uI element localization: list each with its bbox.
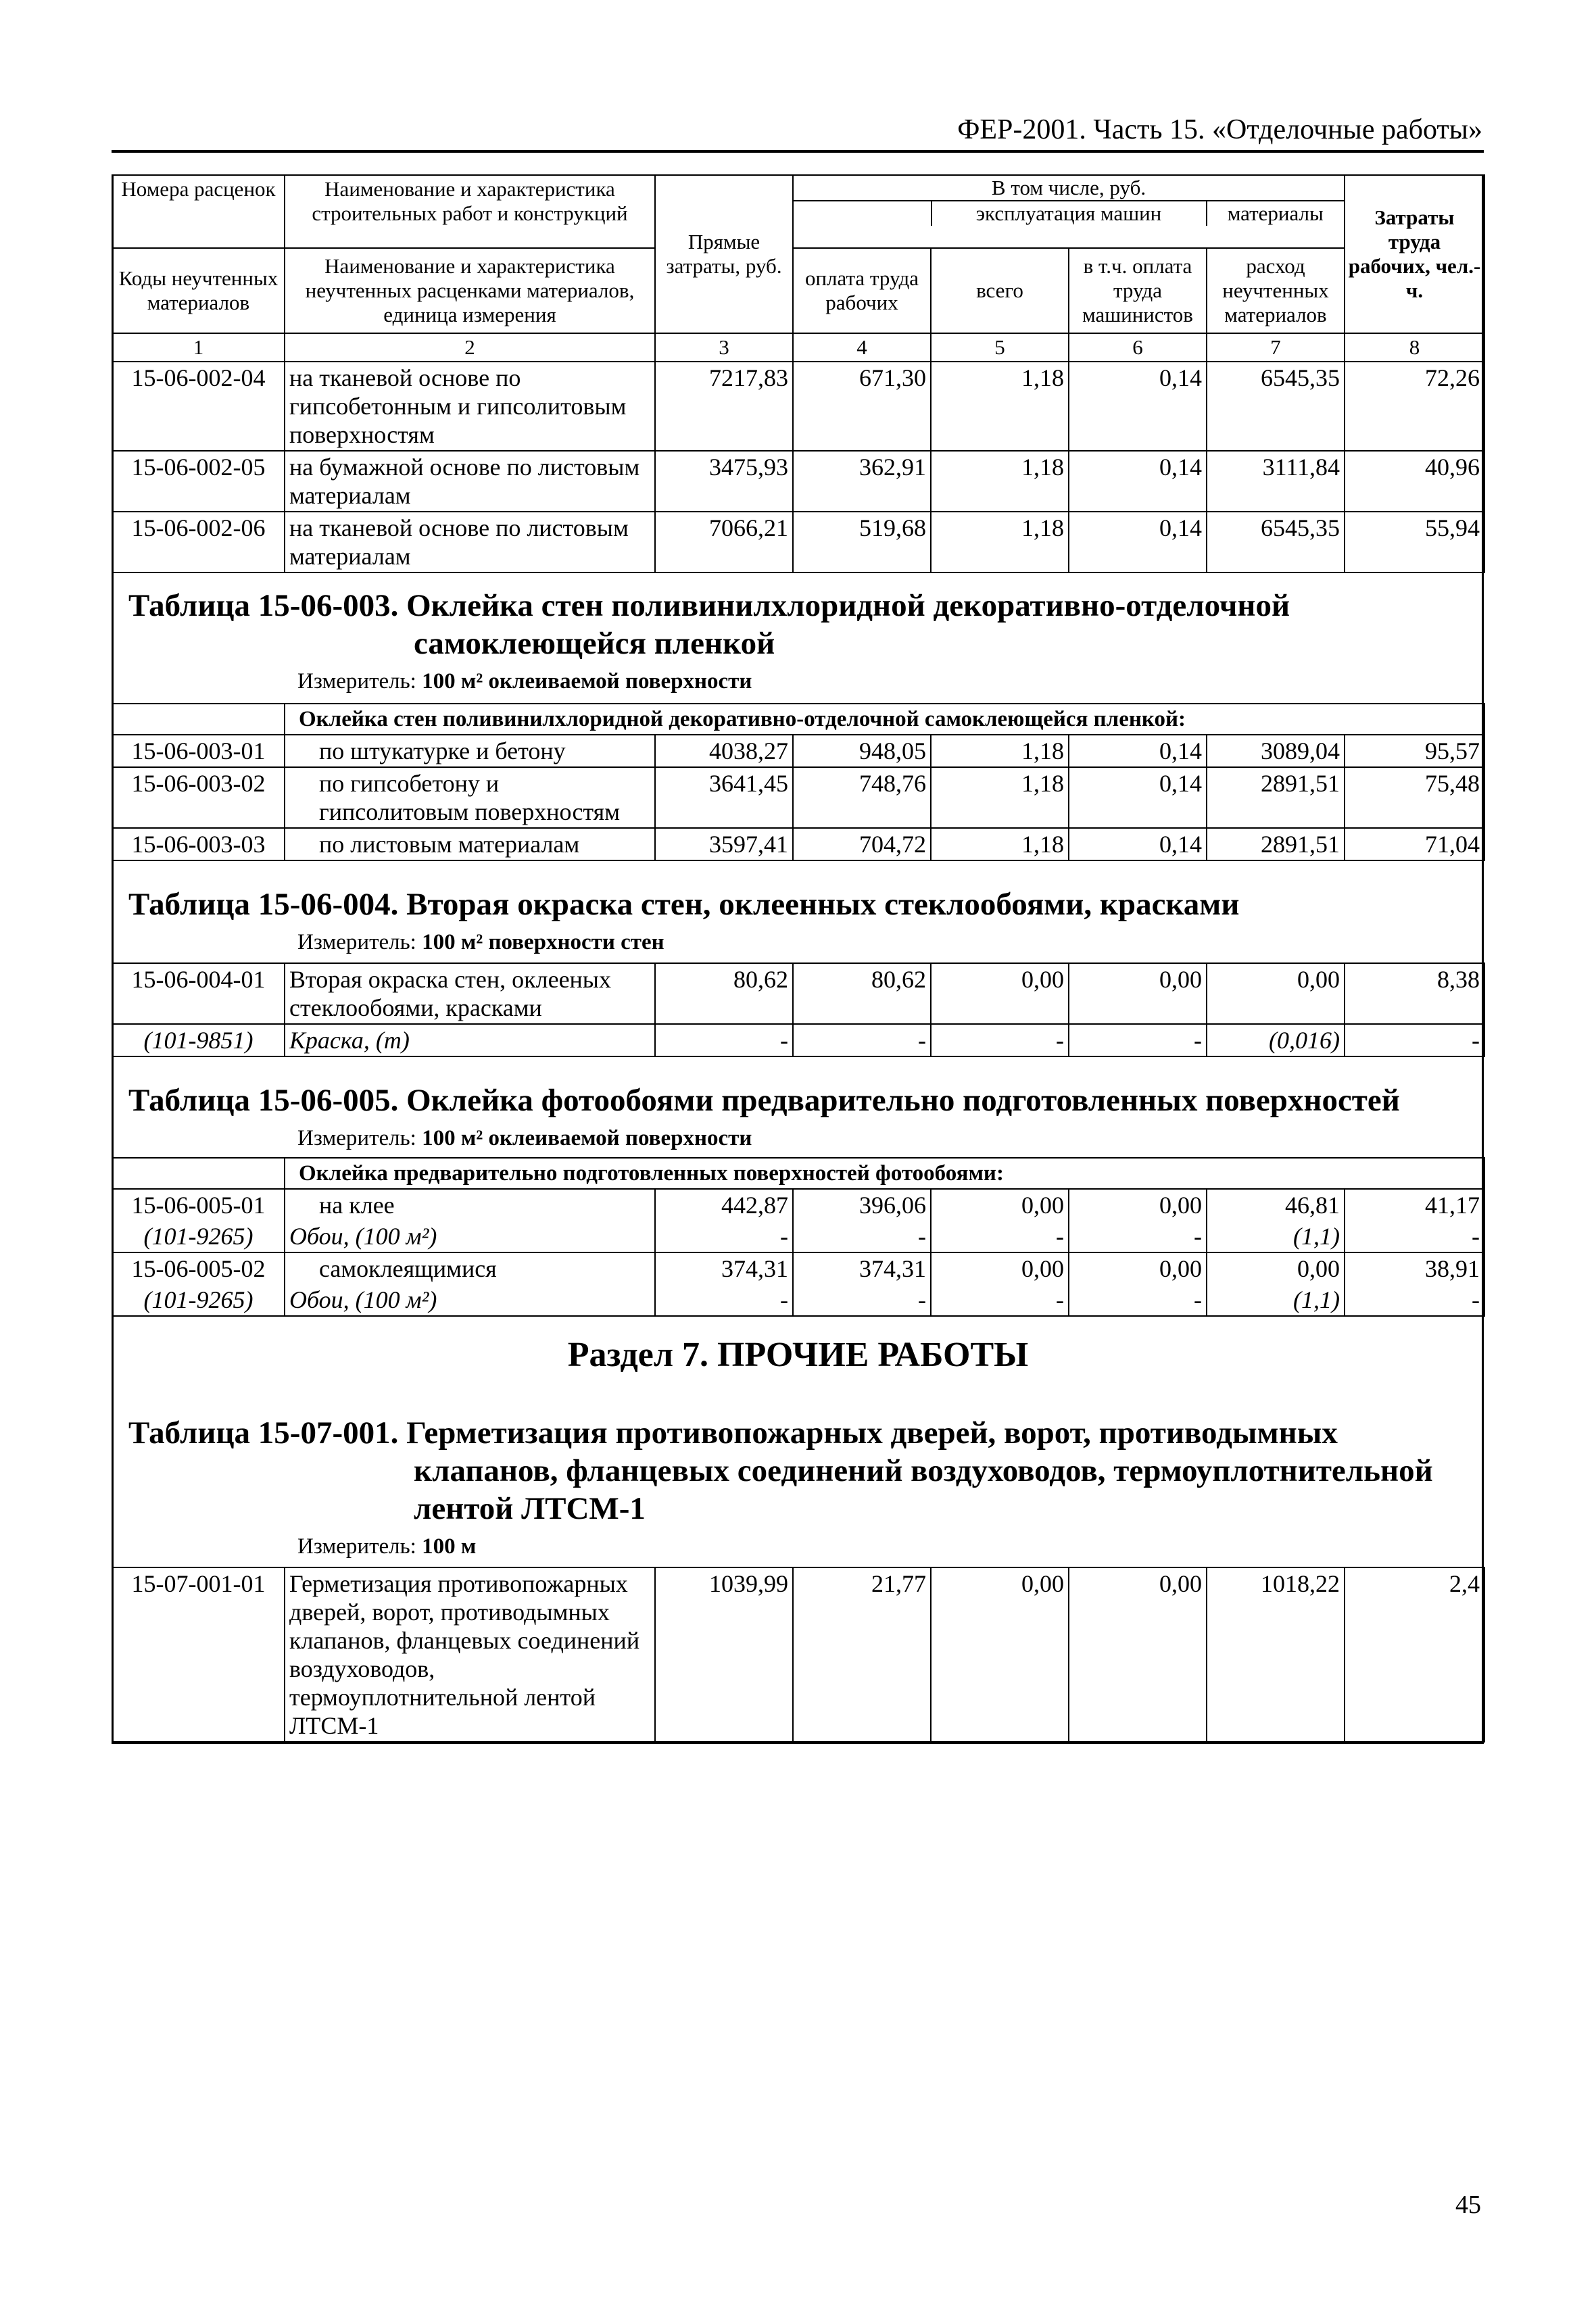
direct-cost: 4038,27 bbox=[655, 735, 793, 767]
materials: 2891,51 bbox=[1207, 828, 1345, 860]
dash-cell: - bbox=[931, 1221, 1069, 1252]
table-row bbox=[112, 1567, 1484, 1742]
direct-cost: 80,62 bbox=[655, 963, 793, 1024]
col-header-name bbox=[285, 175, 655, 248]
section-title: Раздел 7. ПРОЧИЕ РАБОТЫ bbox=[567, 1336, 1029, 1374]
table-003-title-2: самоклеющейся пленкой bbox=[414, 626, 775, 661]
table-005-subheader: Оклейка предварительно подготовленных поверхностей фотообоями: bbox=[285, 1158, 1484, 1189]
header-rule bbox=[112, 150, 1484, 153]
machine-labor: 0,00 bbox=[1069, 1252, 1207, 1284]
labor-pay: 362,91 bbox=[793, 451, 931, 512]
machine-labor: 0,14 bbox=[1069, 767, 1207, 828]
machine-total: 0,00 bbox=[931, 963, 1069, 1024]
rate-code: 15-06-003-03 bbox=[112, 828, 285, 860]
materials: 0,00 bbox=[1207, 1252, 1345, 1284]
table-004 bbox=[112, 962, 1485, 1057]
work-name: на тканевой основе по листовым материалам bbox=[285, 512, 655, 572]
col-num-3: 3 bbox=[655, 333, 793, 362]
labor-hours: 38,91 bbox=[1345, 1252, 1484, 1284]
table-005-measure bbox=[297, 1126, 752, 1151]
rate-code: 15-06-003-01 bbox=[112, 735, 285, 767]
rate-code: 15-06-002-04 bbox=[112, 362, 285, 451]
work-name: по штукатурке и бетону bbox=[285, 735, 655, 767]
labor-pay: 671,30 bbox=[793, 362, 931, 451]
col-num-7: 7 bbox=[1207, 333, 1345, 362]
dash-cell: - bbox=[793, 1284, 931, 1316]
mat-label: материалы bbox=[1227, 201, 1324, 225]
machine-total: 1,18 bbox=[931, 828, 1069, 860]
col-num-2: 2 bbox=[285, 333, 655, 362]
work-name: по листовым материалам bbox=[285, 828, 655, 860]
materials: 6545,35 bbox=[1207, 362, 1345, 451]
material-amount: (0,016) bbox=[1207, 1024, 1345, 1056]
col1-top: Номера расценок bbox=[121, 177, 276, 201]
table-003-title-1: Таблица 15-06-003. Оклейка стен поливинилхлоридной декоративно-отделочной bbox=[128, 588, 1290, 623]
labor-hours: 95,57 bbox=[1345, 735, 1484, 767]
work-name: самоклеящимися bbox=[285, 1252, 655, 1284]
labor-pay: 704,72 bbox=[793, 828, 931, 860]
page-number: 45 bbox=[1455, 2191, 1481, 2219]
col7-header: расход неучтенных материалов bbox=[1207, 248, 1345, 333]
col-num-8: 8 bbox=[1345, 333, 1484, 362]
materials: 3111,84 bbox=[1207, 451, 1345, 512]
work-name: по гипсобетону и гипсолитовым поверхностям bbox=[285, 767, 655, 828]
direct-cost: 3475,93 bbox=[655, 451, 793, 512]
dash-cell: - bbox=[1069, 1284, 1207, 1316]
direct-cost: 1039,99 bbox=[655, 1567, 793, 1742]
col4-header: оплата труда рабочих bbox=[793, 248, 931, 333]
work-name: Герметизация противопожарных дверей, ворот, противодымных клапанов, фланцевых соединений воздуховодов, термоуплотнительной лентой ЛТСМ-1 bbox=[285, 1567, 655, 1742]
materials: 0,00 bbox=[1207, 963, 1345, 1024]
table-row bbox=[112, 828, 1484, 860]
measure-label: Измеритель: bbox=[297, 930, 416, 954]
work-name: на клее bbox=[285, 1189, 655, 1221]
measure-value: 100 м² оклеиваемой поверхности bbox=[422, 669, 752, 693]
table-07-001-title-2: клапанов, фланцевых соединений воздуховодов, термоуплотнительной bbox=[414, 1453, 1433, 1488]
dash-cell: - bbox=[1069, 1221, 1207, 1252]
measure-label: Измеритель: bbox=[297, 1126, 416, 1150]
table-07-001 bbox=[112, 1567, 1485, 1743]
dash-cell: - bbox=[1345, 1221, 1484, 1252]
machine-labor: 0,00 bbox=[1069, 1567, 1207, 1742]
table-row bbox=[112, 362, 1484, 451]
table-row bbox=[112, 735, 1484, 767]
dash-cell: - bbox=[655, 1221, 793, 1252]
labor-pay: 748,76 bbox=[793, 767, 931, 828]
dash-cell: - bbox=[1345, 1284, 1484, 1316]
measure-label: Измеритель: bbox=[297, 1534, 416, 1559]
materials: 1018,22 bbox=[1207, 1567, 1345, 1742]
dash-cell: - bbox=[793, 1221, 931, 1252]
table-row bbox=[112, 1252, 1484, 1284]
dash-cell: - bbox=[655, 1024, 793, 1056]
dash-cell: - bbox=[1069, 1024, 1207, 1056]
material-code: (101-9265) bbox=[112, 1284, 285, 1316]
labor-hours: 72,26 bbox=[1345, 362, 1484, 451]
labor-hours: 75,48 bbox=[1345, 767, 1484, 828]
machine-labor: 0,14 bbox=[1069, 362, 1207, 451]
machine-total: 0,00 bbox=[931, 1252, 1069, 1284]
machine-total: 1,18 bbox=[931, 767, 1069, 828]
machine-labor: 0,14 bbox=[1069, 451, 1207, 512]
col-header-direct: Прямые затраты, руб. bbox=[655, 175, 793, 333]
material-name: Обои, (100 м²) bbox=[285, 1221, 655, 1252]
work-name: на тканевой основе по гипсобетонным и гипсолитовым поверхностям bbox=[285, 362, 655, 451]
machine-total: 1,18 bbox=[931, 362, 1069, 451]
dash-cell: - bbox=[1345, 1024, 1484, 1056]
direct-cost: 7066,21 bbox=[655, 512, 793, 572]
table-003 bbox=[112, 703, 1485, 861]
material-row bbox=[112, 1024, 1484, 1056]
direct-cost: 374,31 bbox=[655, 1252, 793, 1284]
material-name: Обои, (100 м²) bbox=[285, 1284, 655, 1316]
col-header-labor: Затраты труда рабочих, чел.-ч. bbox=[1345, 175, 1484, 333]
machine-labor: 0,14 bbox=[1069, 828, 1207, 860]
materials: 46,81 bbox=[1207, 1189, 1345, 1221]
machine-labor: 0,00 bbox=[1069, 963, 1207, 1024]
dash-cell: - bbox=[793, 1024, 931, 1056]
direct-cost: 3641,45 bbox=[655, 767, 793, 828]
col-header-in-total bbox=[793, 175, 1345, 248]
table-07-001-measure bbox=[297, 1534, 476, 1559]
machine-total: 1,18 bbox=[931, 735, 1069, 767]
table-004-title: Таблица 15-06-004. Вторая окраска стен, оклеенных стеклообоями, красками bbox=[128, 887, 1240, 922]
col-num-1: 1 bbox=[112, 333, 285, 362]
labor-hours: 40,96 bbox=[1345, 451, 1484, 512]
material-amount: (1,1) bbox=[1207, 1221, 1345, 1252]
machine-total: 1,18 bbox=[931, 451, 1069, 512]
labor-pay: 948,05 bbox=[793, 735, 931, 767]
machine-labor: 0,00 bbox=[1069, 1189, 1207, 1221]
labor-hours: 55,94 bbox=[1345, 512, 1484, 572]
materials: 2891,51 bbox=[1207, 767, 1345, 828]
table-row bbox=[112, 1189, 1484, 1221]
rate-code: 15-06-004-01 bbox=[112, 963, 285, 1024]
table-row bbox=[112, 767, 1484, 828]
col6-header: в т.ч. оплата труда машинистов bbox=[1069, 248, 1207, 333]
table-07-001-title-3: лентой ЛТСМ-1 bbox=[414, 1491, 646, 1526]
measure-value: 100 м² оклеиваемой поверхности bbox=[422, 1126, 752, 1150]
machine-total: 0,00 bbox=[931, 1567, 1069, 1742]
table-07-001-title-1: Таблица 15-07-001. Герметизация противопожарных дверей, ворот, противодымных bbox=[128, 1415, 1338, 1451]
col-header-codes bbox=[112, 175, 285, 248]
table-003-measure bbox=[297, 669, 752, 694]
col2-top: Наименование и характеристика строительных работ и конструкций bbox=[312, 177, 628, 225]
labor-hours: 2,4 bbox=[1345, 1567, 1484, 1742]
table-005 bbox=[112, 1157, 1485, 1317]
col-num-4: 4 bbox=[793, 333, 931, 362]
table-row bbox=[112, 451, 1484, 512]
labor-pay: 519,68 bbox=[793, 512, 931, 572]
page-header: ФЕР-2001. Часть 15. «Отделочные работы» bbox=[957, 114, 1482, 145]
materials: 3089,04 bbox=[1207, 735, 1345, 767]
material-row bbox=[112, 1284, 1484, 1316]
work-name: на бумажной основе по листовым материалам bbox=[285, 451, 655, 512]
direct-cost: 3597,41 bbox=[655, 828, 793, 860]
col5-header: всего bbox=[931, 248, 1069, 333]
dash-cell: - bbox=[655, 1284, 793, 1316]
material-code: (101-9851) bbox=[112, 1024, 285, 1056]
labor-pay: 21,77 bbox=[793, 1567, 931, 1742]
table-row bbox=[112, 512, 1484, 572]
machine-labor: 0,14 bbox=[1069, 512, 1207, 572]
col-num-6: 6 bbox=[1069, 333, 1207, 362]
labor-pay: 80,62 bbox=[793, 963, 931, 1024]
machine-total: 0,00 bbox=[931, 1189, 1069, 1221]
in-total-sub bbox=[794, 201, 1344, 226]
machine-labor: 0,14 bbox=[1069, 735, 1207, 767]
rate-code: 15-06-002-05 bbox=[112, 451, 285, 512]
in-total-label: В том числе, руб. bbox=[794, 176, 1344, 201]
col-num-5: 5 bbox=[931, 333, 1069, 362]
measure-value: 100 м bbox=[422, 1534, 477, 1559]
table-004-measure bbox=[297, 930, 664, 955]
rate-code: 15-06-002-06 bbox=[112, 512, 285, 572]
measure-label: Измеритель: bbox=[297, 669, 416, 693]
material-name: Краска, (т) bbox=[285, 1024, 655, 1056]
material-amount: (1,1) bbox=[1207, 1284, 1345, 1316]
rate-code: 15-06-005-01 bbox=[112, 1189, 285, 1221]
material-row bbox=[112, 1221, 1484, 1252]
direct-cost: 442,87 bbox=[655, 1189, 793, 1221]
expl-label: эксплуатация машин bbox=[931, 201, 1207, 226]
labor-hours: 71,04 bbox=[1345, 828, 1484, 860]
dash-cell: - bbox=[931, 1024, 1069, 1056]
table-row bbox=[112, 963, 1484, 1024]
labor-pay: 374,31 bbox=[793, 1252, 931, 1284]
labor-hours: 41,17 bbox=[1345, 1189, 1484, 1221]
dash-cell: - bbox=[931, 1284, 1069, 1316]
measure-value: 100 м² поверхности стен bbox=[422, 930, 664, 954]
labor-hours: 8,38 bbox=[1345, 963, 1484, 1024]
material-code: (101-9265) bbox=[112, 1221, 285, 1252]
labor-pay: 396,06 bbox=[793, 1189, 931, 1221]
col2-bottom: Наименование и характеристика неучтенных расценками материалов, единица измерения bbox=[285, 248, 655, 333]
rate-code: 15-07-001-01 bbox=[112, 1567, 285, 1742]
direct-cost: 7217,83 bbox=[655, 362, 793, 451]
materials: 6545,35 bbox=[1207, 512, 1345, 572]
main-table bbox=[112, 174, 1485, 573]
machine-total: 1,18 bbox=[931, 512, 1069, 572]
col1-bottom: Коды неучтенных материалов bbox=[112, 248, 285, 333]
rate-code: 15-06-003-02 bbox=[112, 767, 285, 828]
rate-code: 15-06-005-02 bbox=[112, 1252, 285, 1284]
work-name: Вторая окраска стен, оклееных стеклообоями, красками bbox=[285, 963, 655, 1024]
table-005-title: Таблица 15-06-005. Оклейка фотообоями предварительно подготовленных поверхностей bbox=[128, 1083, 1400, 1118]
table-003-subheader: Оклейка стен поливинилхлоридной декоративно-отделочной самоклеющейся пленкой: bbox=[285, 704, 1484, 735]
